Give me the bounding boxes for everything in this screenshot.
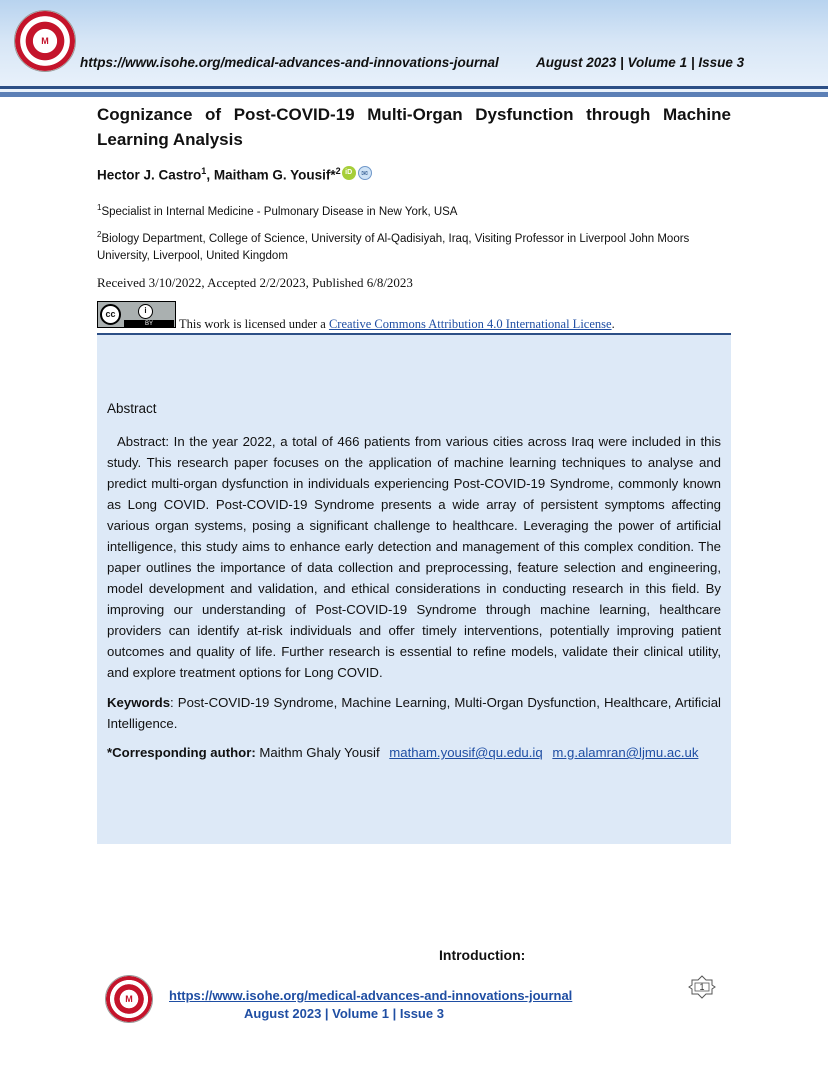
article-title: Cognizance of Post-COVID-19 Multi-Organ Dysfunction through Machine Learning Analysis: [97, 105, 731, 149]
keywords-text: : Post-COVID-19 Syndrome, Machine Learning, Multi-Organ Dysfunction, Healthcare, Artificial Intelligence.: [107, 695, 721, 731]
author-1: Hector J. Castro: [97, 167, 202, 183]
affiliation-1-text: Specialist in Internal Medicine - Pulmonary Disease in New York, USA: [101, 205, 458, 218]
affiliation-2-sup: 2: [97, 230, 102, 239]
affiliation-1-sup: 1: [97, 203, 102, 212]
footer-logo-letter: M: [125, 994, 133, 1004]
header-rule-lower: [0, 92, 828, 97]
header-rule: [0, 86, 828, 89]
author-2: Maitham G. Yousif*: [213, 167, 336, 183]
header-band: [0, 0, 828, 92]
corr-name: Maithm Ghaly Yousif: [255, 745, 380, 760]
cc-icon: cc: [100, 304, 121, 325]
license-link[interactable]: Creative Commons Attribution 4.0 International License: [328, 317, 612, 331]
license-text: This work is licensed under a: [179, 317, 329, 331]
affiliation-2-text: Biology Department, College of Science, University of Al-Qadisiyah, Iraq, Visiting Professor in Liverpool John Moors University, Liverpool, United Kingdom: [97, 232, 690, 262]
keywords-label: Keywords: [107, 695, 171, 710]
journal-logo-letter: M: [41, 36, 49, 46]
orcid-icon[interactable]: iD: [342, 166, 356, 180]
header-issue: August 2023 | Volume 1 | Issue 3: [536, 55, 745, 70]
corresponding-author: [107, 745, 698, 760]
cc-by-badge[interactable]: [97, 301, 176, 328]
introduction-heading: Introduction:: [439, 947, 526, 963]
footer-issue: August 2023 | Volume 1 | Issue 3: [244, 1006, 444, 1021]
author-1-sup: 1: [201, 166, 207, 176]
footer-url[interactable]: https://www.isohe.org/medical-advances-and-innovations-journal: [169, 988, 573, 1003]
page-number-text: 1: [699, 982, 705, 992]
abstract-heading: Abstract: [107, 401, 157, 416]
received-dates: Received 3/10/2022, Accepted 2/2/2023, Published 6/8/2023: [97, 275, 413, 290]
footer-logo: [105, 975, 153, 1023]
page-number: [688, 975, 716, 999]
license-suffix: .: [611, 317, 615, 331]
by-label: BY: [124, 320, 174, 328]
keywords: [107, 692, 721, 734]
corr-label: *Corresponding author:: [107, 745, 256, 760]
affiliation-1: [97, 199, 731, 221]
author-2-sup: 2: [335, 166, 341, 176]
authors: Hector J. Castro$^1$, Maitham G. Yousif*$^2$ iD ✉: [97, 166, 372, 183]
affiliation-2: [97, 226, 731, 265]
attribution-icon: i: [138, 304, 153, 319]
journal-logo: [14, 10, 76, 72]
email-link-1[interactable]: matham.yousif@qu.edu.iq: [389, 745, 543, 760]
license-statement: [179, 317, 615, 332]
mail-icon[interactable]: ✉: [358, 166, 372, 180]
abstract-body: Abstract: In the year 2022, a total of 466 patients from various cities across Iraq were included in this study. This research paper focuses on the application of machine learning techniques to analyse and predict multi-organ dysfunction in individuals experiencing Post-COVID-19 Syndrome, commonly known as Long COVID. Post-COVID-19 Syndrome presents a wide array of persistent symptoms affecting various organ systems, posing a significant challenge to healthcare. Leveraging the power of artificial intelligence, this study aims to enhance early detection and management of this complex condition. The paper outlines the importance of data collection and preprocessing, feature selection and engineering, model development and validation, and ethical considerations in conducting research in this field. By improving our understanding of Post-COVID-19 Syndrome through machine learning, healthcare providers can identify at-risk individuals and offer timely interventions, potentially improving patient outcomes and quality of life. Further research is essential to refine models, validate their clinical utility, and explore treatment options for Long COVID.: [107, 434, 721, 680]
header-url[interactable]: https://www.isohe.org/medical-advances-and-innovations-journal: [80, 55, 499, 70]
email-link-2[interactable]: m.g.alamran@ljmu.ac.uk: [552, 745, 699, 760]
